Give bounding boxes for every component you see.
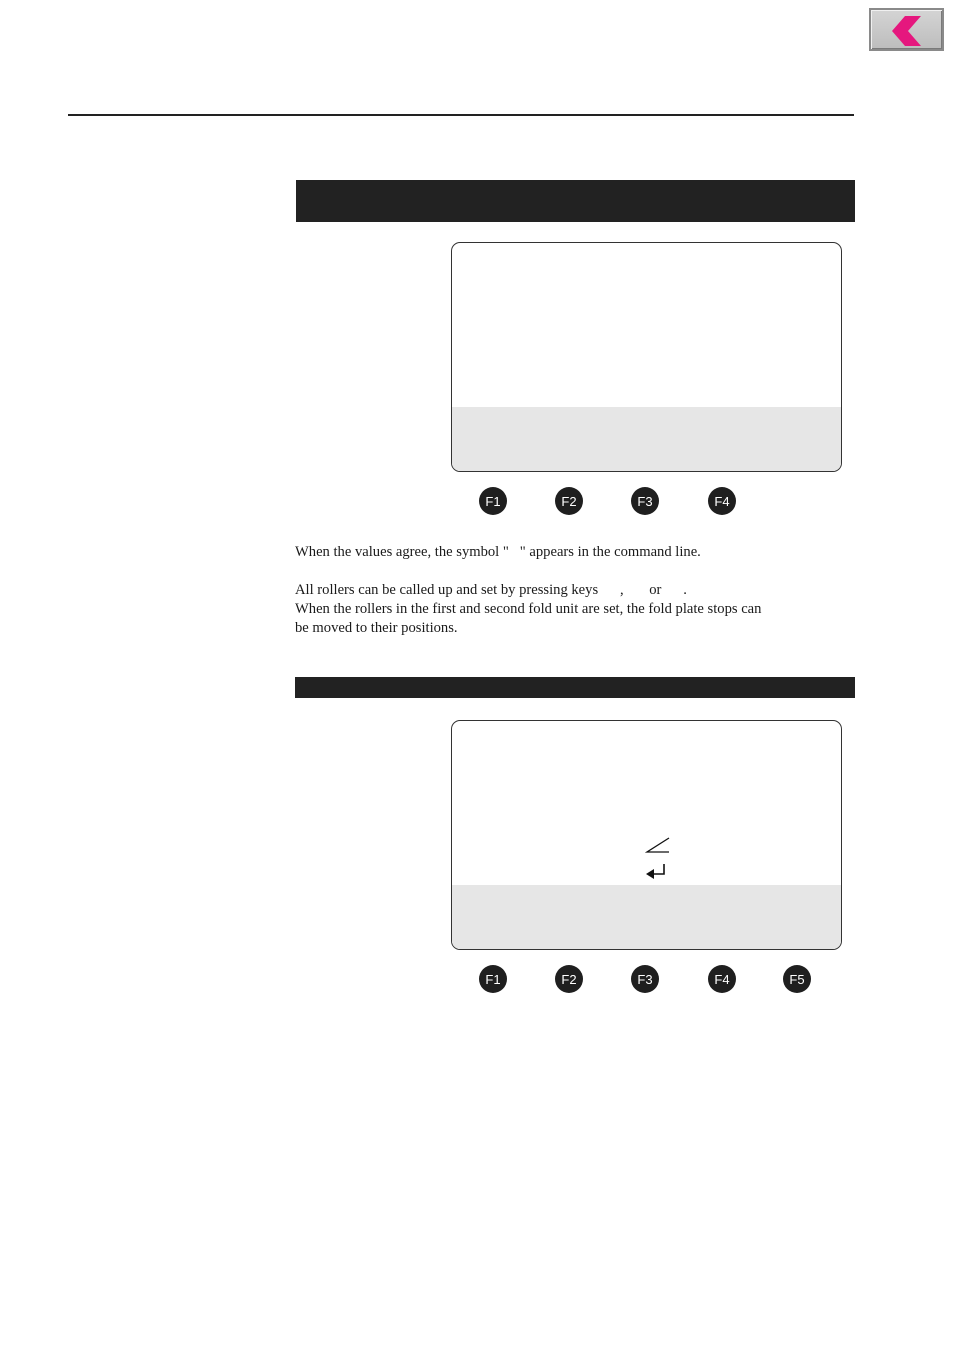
- f2-key[interactable]: F2: [555, 965, 583, 993]
- f5-key[interactable]: F5: [783, 965, 811, 993]
- f1-key[interactable]: F1: [479, 965, 507, 993]
- f4-key[interactable]: F4: [708, 487, 736, 515]
- control-panel-display: [451, 242, 842, 472]
- command-line-area: [452, 885, 841, 949]
- body-text-line: When the values agree, the symbol " " appears in the command line.: [295, 544, 701, 560]
- f4-key[interactable]: F4: [708, 965, 736, 993]
- section-heading-bar: [295, 677, 855, 698]
- f2-key[interactable]: F2: [555, 487, 583, 515]
- body-text-line: When the rollers in the first and second fold unit are set, the fold plate stops can: [295, 601, 762, 617]
- body-text-line: be moved to their positions.: [295, 620, 458, 636]
- body-text-line: All rollers can be called up and set by pressing keys , or .: [295, 582, 687, 598]
- back-button[interactable]: [869, 8, 944, 51]
- control-panel-display: [451, 720, 842, 950]
- command-line-area: [452, 407, 841, 471]
- enter-arrow-icon: [645, 863, 669, 881]
- angle-icon: [645, 836, 671, 854]
- f1-key[interactable]: F1: [479, 487, 507, 515]
- header-rule: [68, 114, 854, 116]
- chevron-left-icon: [891, 16, 925, 46]
- section-heading-bar: [296, 180, 855, 222]
- f3-key[interactable]: F3: [631, 965, 659, 993]
- f3-key[interactable]: F3: [631, 487, 659, 515]
